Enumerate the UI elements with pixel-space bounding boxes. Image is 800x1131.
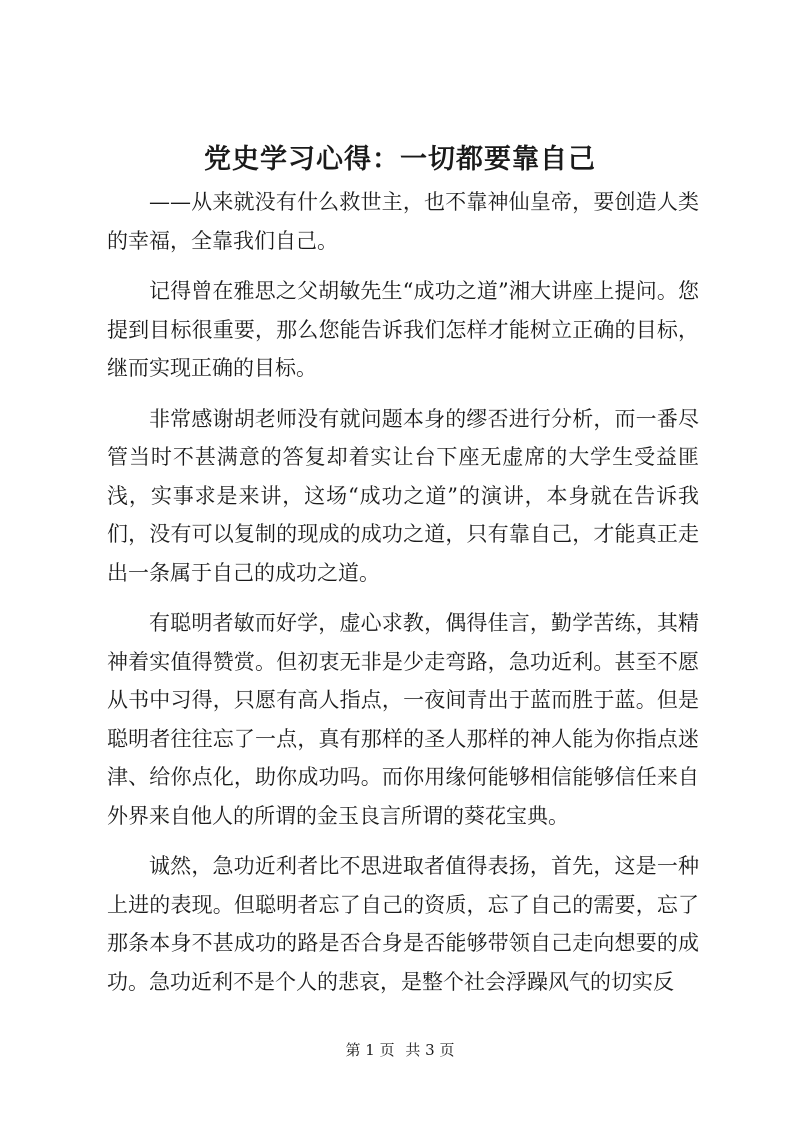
document-body <box>107 183 699 1013</box>
page-footer <box>0 1040 800 1060</box>
page-total: 共 3 页 <box>405 1041 455 1059</box>
paragraph: 有聪明者敏而好学，虚心求教，偶得佳言，勤学苦练，其精神着实值得赞赏。但初衷无非是少走弯路，急功近利。甚至不愿从书中习得，只愿有高人指点，一夜间青出于蓝而胜于蓝。但是聪明者往往忘了一点，真有那样的圣人那样的神人能为你指点迷津、给你点化，助你成功吗。而你用缘何能够相信能够信任来自外界来自他人的所谓的金玉良言所谓的葵花宝典。 <box>107 611 699 828</box>
paragraph: 诚然，急功近利者比不思进取者值得表扬，首先，这是一种上进的表现。但聪明者忘了自己的资质，忘了自己的需要，忘了那条本身不甚成功的路是否合身是否能够带领自己走向想要的成功。急功近利不是个人的悲哀，是整个社会浮躁风气的切实反 <box>107 854 699 994</box>
page-number: 第 1 页 <box>345 1041 395 1059</box>
page-title: 党史学习心得：一切都要靠自己 <box>204 144 596 175</box>
paragraph: 记得曾在雅思之父胡敏先生“成功之道”湘大讲座上提问。您提到目标很重要，那么您能告诉我们怎样才能树立正确的目标，继而实现正确的目标。 <box>107 279 699 380</box>
paragraph: ——从来就没有什么救世主，也不靠神仙皇帝，要创造人类的幸福，全靠我们自己。 <box>107 190 699 253</box>
paragraph: 非常感谢胡老师没有就问题本身的缪否进行分析，而一番尽管当时不甚满意的答复却着实让台下座无虚席的大学生受益匪浅，实事求是来讲，这场“成功之道”的演讲，本身就在告诉我们，没有可以复制的现成的成功之道，只有靠自己，才能真正走出一条属于自己的成功之道。 <box>107 406 699 585</box>
